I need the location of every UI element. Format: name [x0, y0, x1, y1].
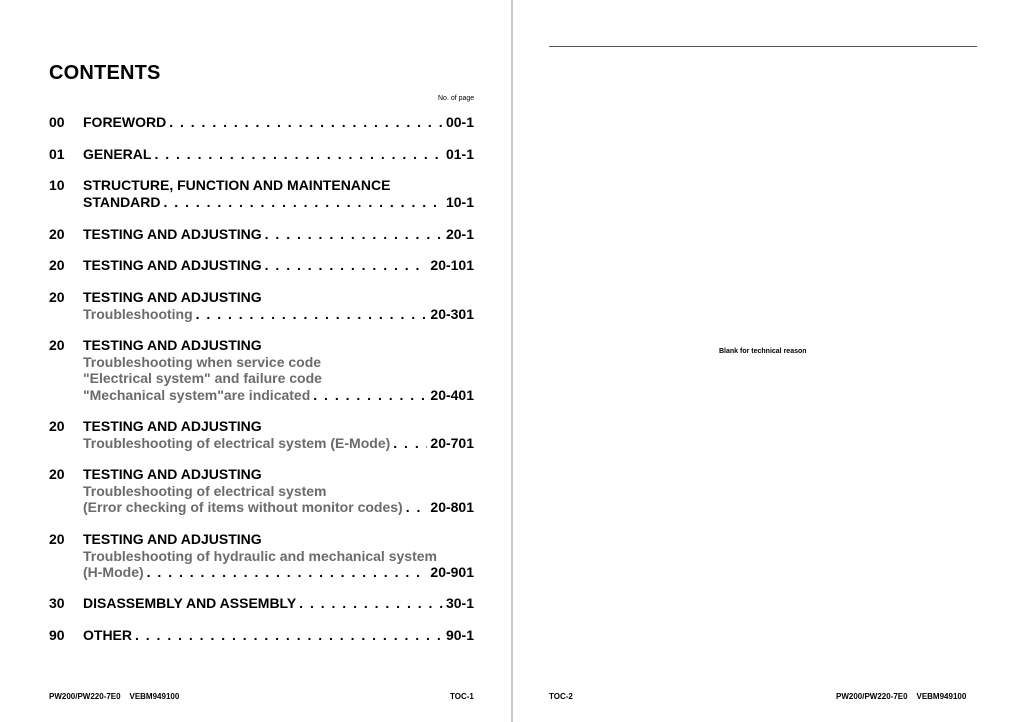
- toc-page-number: 20-401: [430, 386, 474, 403]
- blank-page-note: Blank for technical reason: [719, 348, 807, 355]
- toc-page-number: 20-701: [430, 434, 474, 451]
- toc-entry-number: 20: [49, 418, 65, 434]
- dot-leader: [265, 257, 428, 274]
- toc-page-number: 20-801: [430, 499, 474, 515]
- toc-line: [83, 387, 474, 404]
- toc-entry: [49, 177, 474, 210]
- toc-line-text: Troubleshooting of electrical system: [83, 482, 327, 499]
- toc-line-text: TESTING AND ADJUSTING: [83, 337, 262, 353]
- toc-entry: [49, 257, 474, 274]
- dot-leader: [196, 306, 428, 323]
- dot-leader: [164, 194, 443, 211]
- toc-page-number: 20-101: [430, 257, 474, 273]
- toc-line: [83, 257, 474, 274]
- right-page: [513, 0, 1024, 722]
- page-title: CONTENTS: [49, 62, 161, 84]
- toc-entry-number: 01: [49, 146, 65, 162]
- toc-line-text: TESTING AND ADJUSTING: [83, 531, 262, 547]
- toc-line-text: DISASSEMBLY AND ASSEMBLY: [83, 595, 297, 611]
- toc-entry-number: 90: [49, 627, 65, 643]
- toc-entry: [49, 627, 474, 644]
- footer-model: PW200/PW220-7E0 VEBM949100: [836, 692, 967, 701]
- toc-entry: [49, 466, 474, 516]
- toc-line-text: OTHER: [83, 627, 132, 643]
- toc-line-text: Troubleshooting of electrical system (E-Mode): [83, 434, 391, 451]
- toc-line: [83, 548, 474, 565]
- left-page: [0, 0, 511, 722]
- toc-line-text: (Error checking of items without monitor codes): [83, 499, 403, 515]
- dot-leader: [406, 499, 428, 516]
- toc-page-number: 00-1: [445, 114, 474, 130]
- dot-leader: [299, 595, 443, 612]
- toc-entry: [49, 146, 474, 163]
- dot-leader: [393, 435, 427, 452]
- footer-page-number: TOC-2: [549, 692, 573, 701]
- footer-page-number: TOC-1: [450, 692, 474, 701]
- dot-leader: [135, 627, 443, 644]
- toc-page-number: 90-1: [445, 627, 474, 643]
- toc-entry-number: 00: [49, 114, 65, 130]
- toc-line-text: TESTING AND ADJUSTING: [83, 257, 262, 273]
- dot-leader: [169, 114, 443, 131]
- toc-line-text: TESTING AND ADJUSTING: [83, 418, 262, 434]
- toc-entry: [49, 289, 474, 322]
- toc-entry-number: 20: [49, 466, 65, 482]
- toc-line: [83, 114, 474, 131]
- toc-line: [83, 595, 474, 612]
- footer-model: PW200/PW220-7E0 VEBM949100: [49, 692, 180, 701]
- toc-entry: [49, 226, 474, 243]
- no-of-page-label: No. of page: [438, 95, 475, 102]
- toc-line: [83, 531, 474, 548]
- toc-line: [83, 499, 474, 516]
- toc-line: [83, 435, 474, 452]
- toc-entry-number: 20: [49, 257, 65, 273]
- toc-entry-number: 20: [49, 337, 65, 353]
- toc-line-text: TESTING AND ADJUSTING: [83, 226, 262, 242]
- toc-line-text: TESTING AND ADJUSTING: [83, 289, 262, 305]
- toc-line-text: FOREWORD: [83, 114, 167, 130]
- toc-page-number: 10-1: [445, 193, 474, 210]
- toc-line: [83, 483, 474, 500]
- toc-line: [83, 177, 474, 194]
- toc-line-text: TESTING AND ADJUSTING: [83, 466, 262, 482]
- toc-line-text: STANDARD: [83, 193, 161, 210]
- toc-line: [83, 194, 474, 211]
- dot-leader: [313, 387, 427, 404]
- toc-entry-number: 20: [49, 531, 65, 547]
- toc-line: [83, 226, 474, 243]
- toc-line: [83, 370, 474, 387]
- toc-line: [83, 337, 474, 354]
- dot-leader: [147, 564, 428, 581]
- toc-entry: [49, 595, 474, 612]
- toc-line-text: Troubleshooting when service code: [83, 353, 322, 370]
- toc-entry-number: 30: [49, 595, 65, 611]
- dot-leader: [154, 146, 443, 163]
- toc-entry: [49, 337, 474, 403]
- toc-entry: [49, 531, 474, 581]
- toc-page-number: 01-1: [445, 146, 474, 162]
- toc-line: [83, 354, 474, 371]
- toc-line-text: (H-Mode): [83, 564, 144, 580]
- toc-line-text: Troubleshooting of hydraulic and mechanical system: [83, 547, 437, 564]
- toc-entry-number: 10: [49, 177, 65, 193]
- header-rule: [549, 46, 977, 47]
- toc-line: [83, 627, 474, 644]
- toc-line-text: "Mechanical system"are indicated: [83, 386, 311, 403]
- toc-page-number: 20-901: [430, 564, 474, 580]
- toc-line: [83, 466, 474, 483]
- toc-line: [83, 289, 474, 306]
- toc-page-number: 30-1: [445, 595, 474, 611]
- toc-page-number: 20-301: [430, 305, 474, 322]
- toc-line-text: Troubleshooting: [83, 305, 193, 322]
- toc-line-text: "Electrical system" and failure code: [83, 370, 322, 386]
- toc-line: [83, 146, 474, 163]
- toc-line: [83, 564, 474, 581]
- toc-entry: [49, 114, 474, 131]
- toc-line-text: GENERAL: [83, 146, 152, 162]
- dot-leader: [265, 226, 443, 243]
- toc-line: [83, 306, 474, 323]
- toc-entry-number: 20: [49, 226, 65, 242]
- toc-line: [83, 418, 474, 435]
- toc-entry-number: 20: [49, 289, 65, 305]
- toc-page-number: 20-1: [445, 226, 474, 242]
- toc-line-text: STRUCTURE, FUNCTION AND MAINTENANCE: [83, 177, 391, 193]
- toc-entry: [49, 418, 474, 451]
